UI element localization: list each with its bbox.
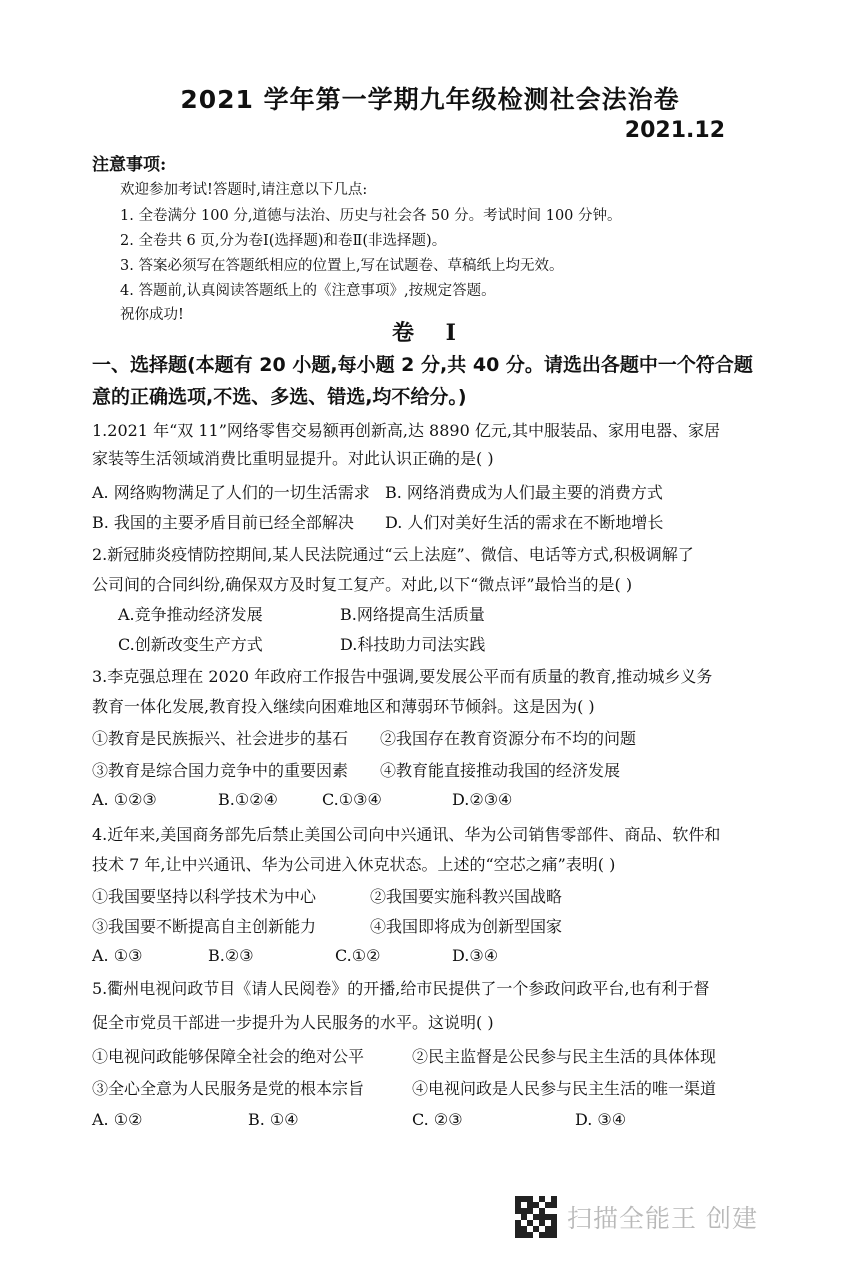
- statement-1: ①教育是民族振兴、社会进步的基石: [92, 729, 349, 748]
- question-5-stem: 促全市党员干部进一步提升为人民服务的水平。这说明( ): [92, 1013, 494, 1032]
- question-2-stem: 公司间的合同纠纷,确保双方及时复工复产。对此,以下“微点评”最恰当的是( ): [92, 575, 633, 594]
- option-d: D.③④: [452, 946, 499, 965]
- option-d: D.科技助力司法实践: [340, 635, 486, 654]
- statement-4: ④我国即将成为创新型国家: [370, 917, 563, 936]
- watermark-text: 扫描全能王 创建: [567, 1204, 758, 1233]
- statement-1: ①电视问政能够保障全社会的绝对公平: [92, 1047, 365, 1066]
- notice-heading: 注意事项:: [92, 155, 167, 175]
- exam-date: 2021.12: [624, 118, 725, 143]
- option-d: D. ③④: [575, 1110, 627, 1129]
- question-3-stem: 教育一体化发展,教育投入继续向困难地区和薄弱环节倾斜。这是因为( ): [92, 697, 595, 716]
- option-c: C.①③④: [322, 790, 382, 809]
- section-instructions: 一、选择题(本题有 20 小题,每小题 2 分,共 40 分。请选出各题中一个符合题: [92, 354, 753, 376]
- notice-line: 3. 答案必须写在答题纸相应的位置上,写在试题卷、草稿纸上均无效。: [120, 258, 564, 274]
- statement-2: ②民主监督是公民参与民主生活的具体体现: [412, 1047, 717, 1066]
- option-a: A. ①②③: [92, 790, 157, 809]
- statement-1: ①我国要坚持以科学技术为中心: [92, 887, 317, 906]
- option-a: A. ①③: [92, 946, 143, 965]
- option-c: C. ②③: [412, 1110, 463, 1129]
- notice-line: 2. 全卷共 6 页,分为卷Ⅰ(选择题)和卷Ⅱ(非选择题)。: [120, 233, 447, 249]
- statement-3: ③我国要不断提高自主创新能力: [92, 917, 317, 936]
- volume-heading: 卷 Ⅰ: [392, 320, 468, 346]
- question-5-stem: 5.衢州电视问政节目《请人民阅卷》的开播,给市民提供了一个参政问政平台,也有利于督: [92, 979, 710, 998]
- option-a: A. 网络购物满足了人们的一切生活需求: [92, 483, 370, 502]
- option-a: A.竞争推动经济发展: [118, 605, 263, 624]
- option-c: C.①②: [335, 946, 381, 965]
- scanner-watermark: [515, 1196, 758, 1238]
- option-c: C.创新改变生产方式: [118, 635, 263, 654]
- option-b: B. 网络消费成为人们最主要的消费方式: [385, 483, 663, 502]
- option-b: B.网络提高生活质量: [340, 605, 485, 624]
- question-4-stem: 技术 7 年,让中兴通讯、华为公司进入休克状态。上述的“空芯之痛”表明( ): [92, 855, 616, 874]
- qr-code-icon: [515, 1196, 557, 1238]
- statement-3: ③全心全意为人民服务是党的根本宗旨: [92, 1079, 365, 1098]
- question-3-stem: 3.李克强总理在 2020 年政府工作报告中强调,要发展公平而有质量的教育,推动城乡义务: [92, 667, 713, 686]
- question-1-stem: 1.2021 年“双 11”网络零售交易额再创新高,达 8890 亿元,其中服装品、家用电器、家居: [92, 421, 720, 440]
- option-d: D. 人们对美好生活的需求在不断地增长: [385, 513, 664, 532]
- option-b: B.①②④: [218, 790, 278, 809]
- option-a: A. ①②: [92, 1110, 143, 1129]
- statement-2: ②我国存在教育资源分布不均的问题: [380, 729, 637, 748]
- option-c: B. 我国的主要矛盾目前已经全部解决: [92, 513, 354, 532]
- exam-title: 2021 学年第一学期九年级检测社会法治卷: [180, 85, 680, 114]
- statement-3: ③教育是综合国力竞争中的重要因素: [92, 761, 349, 780]
- option-b: B. ①④: [248, 1110, 299, 1129]
- notice-line: 1. 全卷满分 100 分,道德与法治、历史与社会各 50 分。考试时间 100 分钟。: [120, 208, 622, 224]
- notice-line: 祝你成功!: [120, 307, 184, 323]
- notice-line: 欢迎参加考试!答题时,请注意以下几点:: [120, 182, 368, 198]
- statement-4: ④电视问政是人民参与民主生活的唯一渠道: [412, 1079, 717, 1098]
- statement-4: ④教育能直接推动我国的经济发展: [380, 761, 621, 780]
- section-instructions: 意的正确选项,不选、多选、错选,均不给分。): [92, 386, 467, 408]
- statement-2: ②我国要实施科教兴国战略: [370, 887, 563, 906]
- option-b: B.②③: [208, 946, 254, 965]
- question-4-stem: 4.近年来,美国商务部先后禁止美国公司向中兴通讯、华为公司销售零部件、商品、软件和: [92, 825, 721, 844]
- question-1-stem: 家装等生活领域消费比重明显提升。对此认识正确的是( ): [92, 449, 494, 468]
- notice-line: 4. 答题前,认真阅读答题纸上的《注意事项》,按规定答题。: [120, 283, 496, 299]
- question-2-stem: 2.新冠肺炎疫情防控期间,某人民法院通过“云上法庭”、微信、电话等方式,积极调解了: [92, 545, 694, 564]
- option-d: D.②③④: [452, 790, 513, 809]
